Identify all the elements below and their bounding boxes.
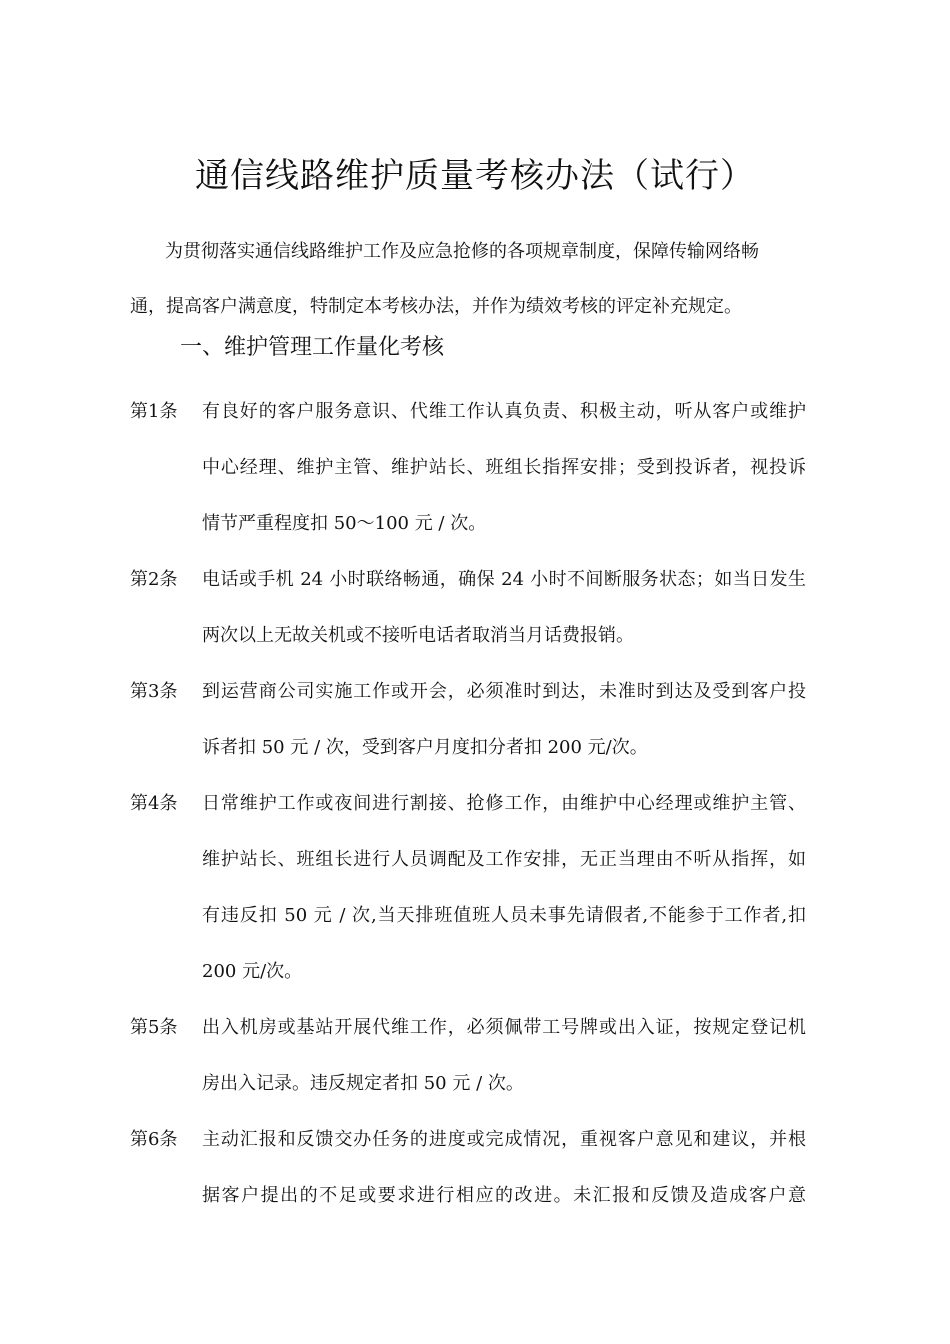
intro-paragraph-line-1: 为贯彻落实通信线路维护工作及应急抢修的各项规章制度，保障传输网络畅 bbox=[165, 241, 759, 262]
article-number: 第4条 bbox=[130, 793, 178, 814]
section-heading: 一、维护管理工作量化考核 bbox=[180, 335, 445, 360]
article-line: 200 元/次。 bbox=[202, 961, 303, 982]
article-line: 日常维护工作或夜间进行割接、抢修工作，由维护中心经理或维护主管、 bbox=[202, 793, 806, 814]
article-number: 第5条 bbox=[130, 1017, 178, 1038]
article-line: 情节严重程度扣 50～100 元 / 次。 bbox=[202, 513, 487, 534]
article-line: 诉者扣 50 元 / 次，受到客户月度扣分者扣 200 元/次。 bbox=[202, 737, 648, 758]
article-number: 第3条 bbox=[130, 681, 178, 702]
article-line: 有违反扣 50 元 / 次,当天排班值班人员未事先请假者,不能参于工作者,扣 bbox=[202, 905, 806, 926]
article-number: 第1条 bbox=[130, 401, 178, 422]
article-line: 两次以上无故关机或不接听电话者取消当月话费报销。 bbox=[202, 625, 634, 646]
article-line: 据客户提出的不足或要求进行相应的改进。未汇报和反馈及造成客户意 bbox=[202, 1185, 806, 1206]
article-line: 中心经理、维护主管、维护站长、班组长指挥安排；受到投诉者，视投诉 bbox=[202, 457, 806, 478]
article-line: 电话或手机 24 小时联络畅通，确保 24 小时不间断服务状态；如当日发生 bbox=[202, 569, 806, 590]
article-line: 房出入记录。违反规定者扣 50 元 / 次。 bbox=[202, 1073, 524, 1094]
document-title: 通信线路维护质量考核办法（试行） bbox=[195, 156, 755, 196]
article-line: 出入机房或基站开展代维工作，必须佩带工号牌或出入证，按规定登记机 bbox=[202, 1017, 806, 1038]
article-line: 主动汇报和反馈交办任务的进度或完成情况，重视客户意见和建议，并根 bbox=[202, 1129, 806, 1150]
article-number: 第2条 bbox=[130, 569, 178, 590]
article-number: 第6条 bbox=[130, 1129, 178, 1150]
intro-paragraph-line-2: 通，提高客户满意度，特制定本考核办法，并作为绩效考核的评定补充规定。 bbox=[130, 296, 742, 317]
article-line: 有良好的客户服务意识、代维工作认真负责、积极主动，听从客户或维护 bbox=[202, 401, 806, 422]
article-line: 到运营商公司实施工作或开会，必须准时到达，未准时到达及受到客户投 bbox=[202, 681, 806, 702]
article-line: 维护站长、班组长进行人员调配及工作安排，无正当理由不听从指挥，如 bbox=[202, 849, 806, 870]
